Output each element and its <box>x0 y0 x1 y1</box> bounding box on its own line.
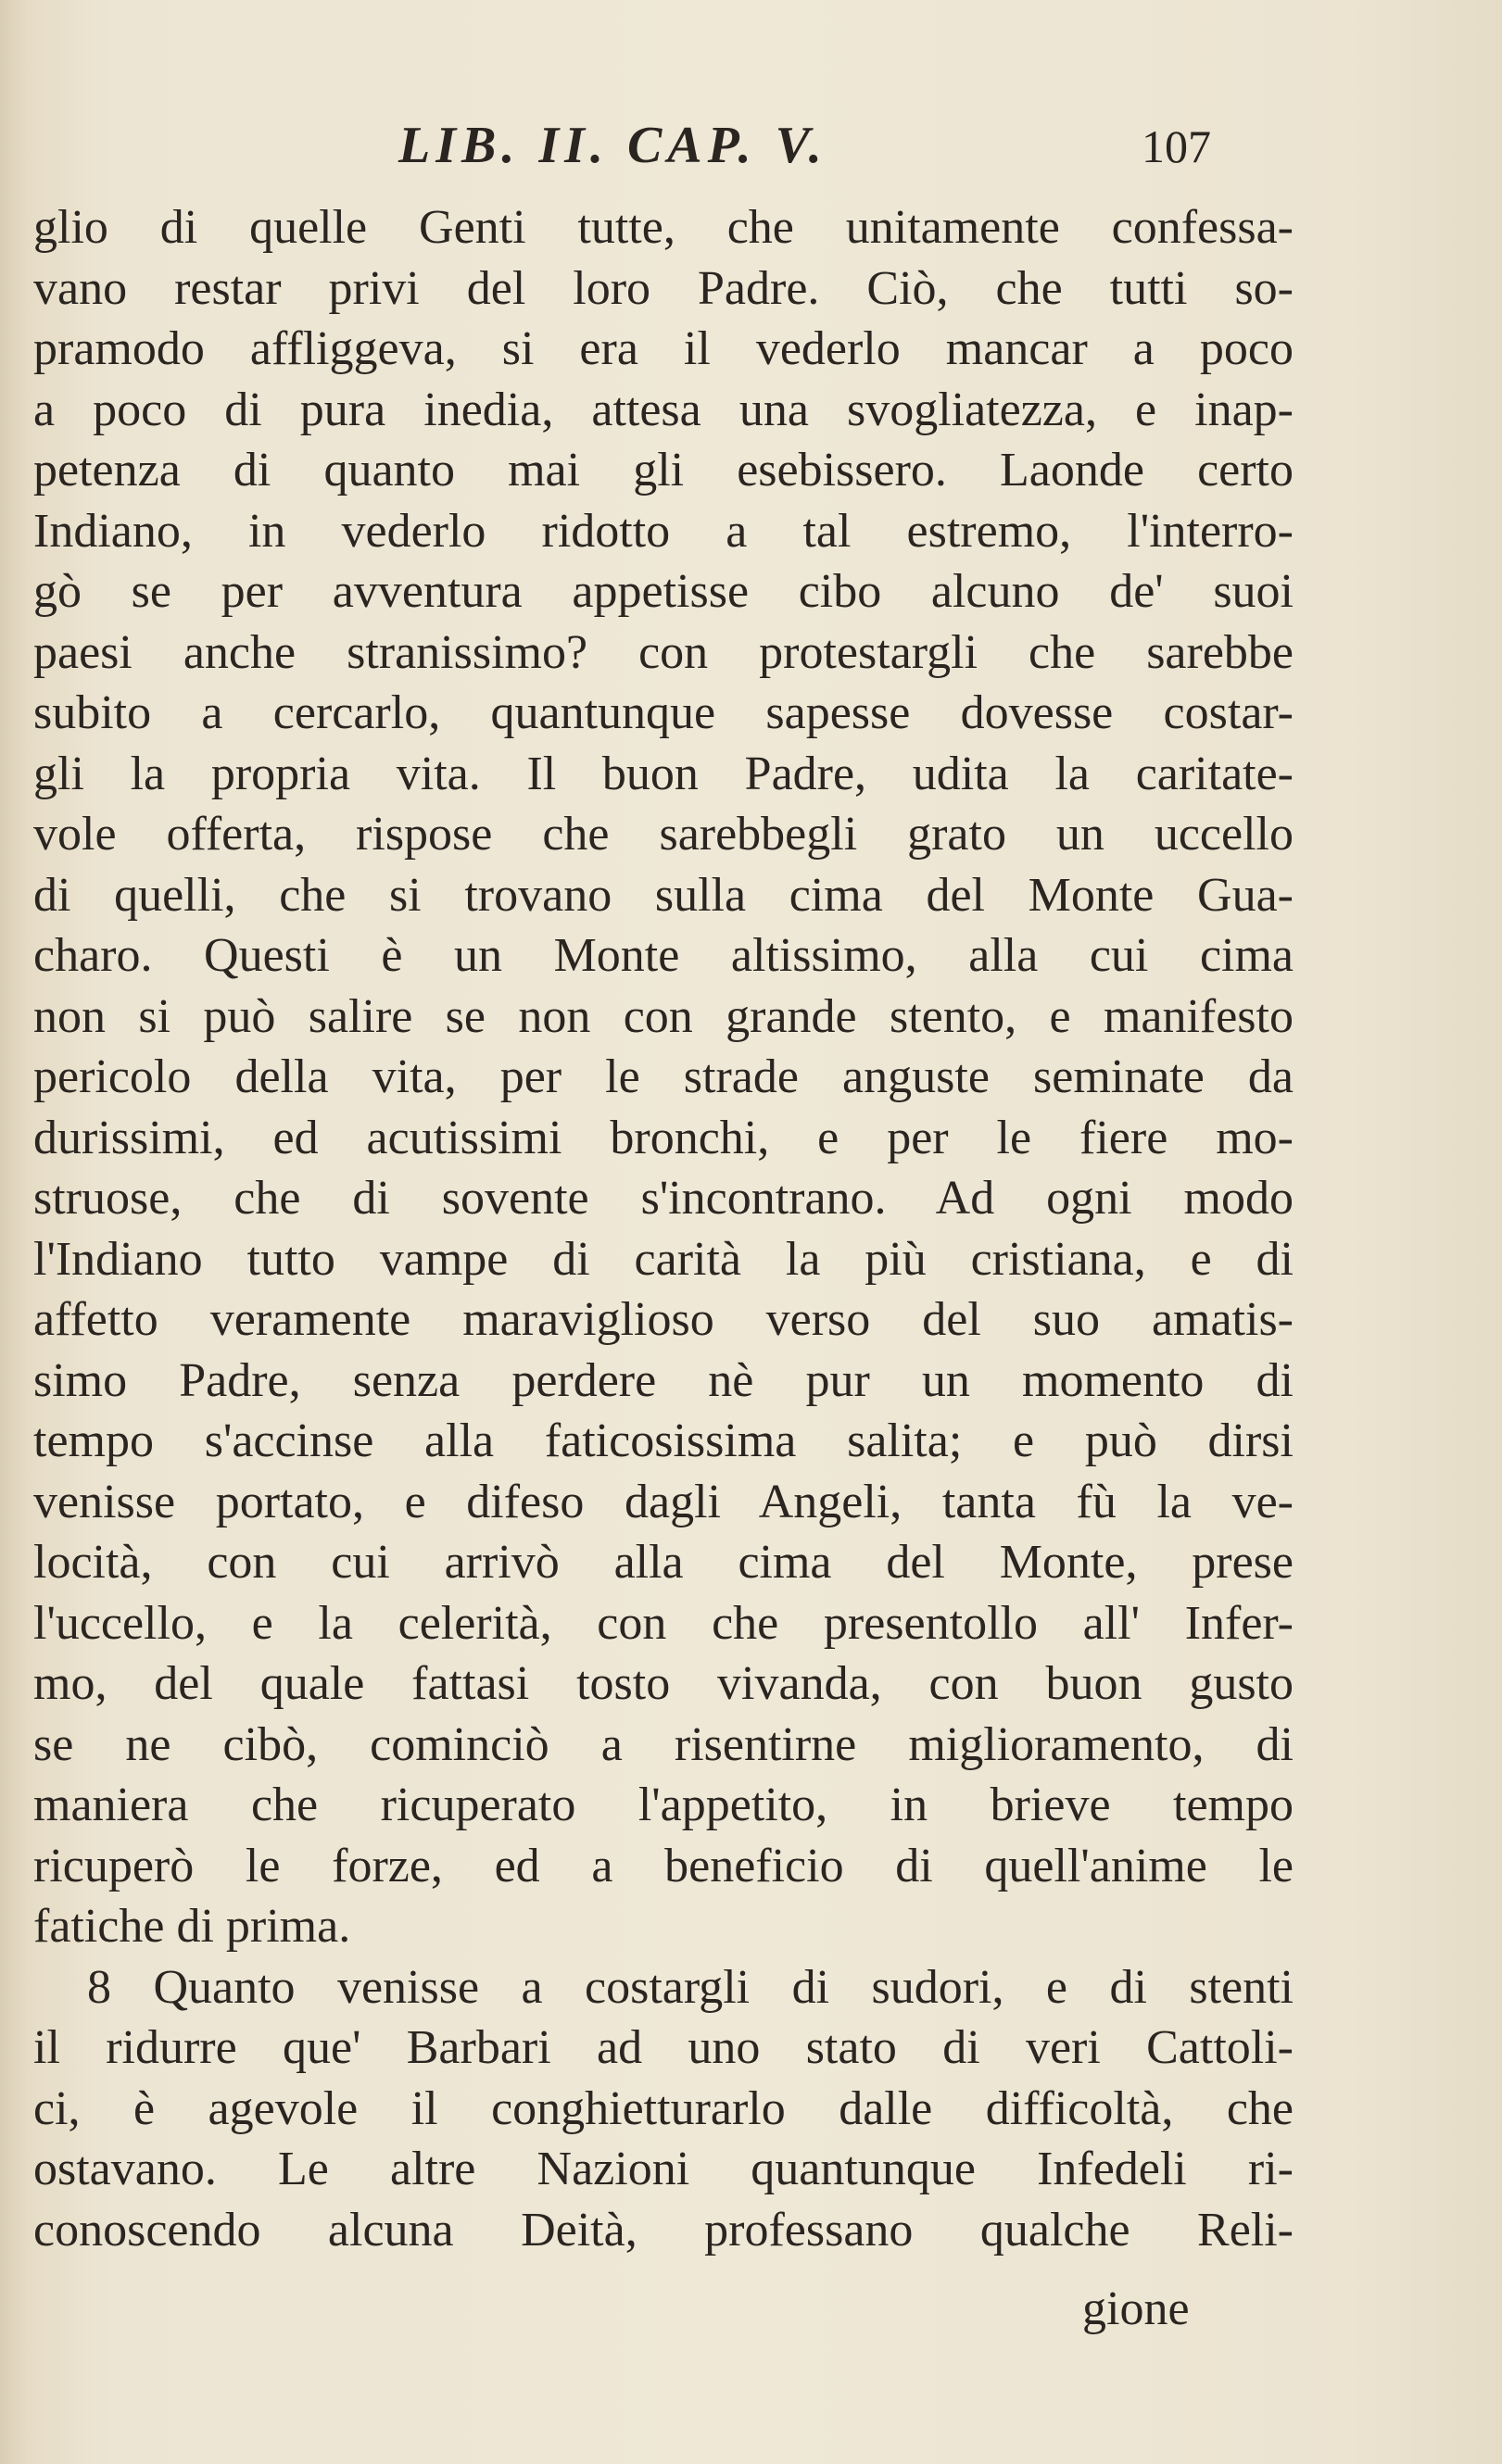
text-line: l'uccello, e la celerità, con che presentollo all' Infer- <box>33 1596 1294 1650</box>
text-line: di quelli, che si trovano sulla cima del Monte Gua- <box>33 868 1294 922</box>
text-line: pramodo affliggeva, si era il vederlo mancar a poco <box>33 322 1294 375</box>
text-line: glio di quelle Genti tutte, che unitamente confessa- <box>33 201 1294 254</box>
text-line: venisse portato, e difeso dagli Angeli, tanta fù la ve- <box>33 1475 1294 1528</box>
page-number: 107 <box>1142 120 1211 172</box>
text-line: affetto veramente maraviglioso verso del suo amatis- <box>33 1293 1294 1346</box>
text-line: maniera che ricuperato l'appetito, in brieve tempo <box>33 1779 1294 1831</box>
text-line: paesi anche stranissimo? con protestargli che sarebbe <box>33 625 1294 679</box>
text-line: struose, che di sovente s'incontrano. Ad ogni modo <box>33 1172 1294 1225</box>
catchword: gione <box>1082 2282 1190 2335</box>
text-line: tempo s'accinse alla faticosissima salita; e può dirsi <box>33 1414 1294 1467</box>
page-body-text <box>33 197 1294 2260</box>
text-line: petenza di quanto mai gli esebissero. Laonde certo <box>33 444 1294 497</box>
text-line: conoscendo alcuna Deità, professano qualche Reli- <box>33 2203 1294 2257</box>
text-line: gò se per avventura appetisse cibo alcuno de' suoi <box>33 565 1294 618</box>
text-line: durissimi, ed acutissimi bronchi, e per le fiere mo- <box>33 1111 1294 1164</box>
text-line: vano restar privi del loro Padre. Ciò, che tutti so- <box>33 261 1294 315</box>
text-line: ricuperò le forze, ed a beneficio di quell'anime le <box>33 1839 1294 1892</box>
text-line: subito a cercarlo, quantunque sapesse dovesse costar- <box>33 686 1294 739</box>
text-line: gli la propria vita. Il buon Padre, udita la caritate- <box>33 747 1294 800</box>
text-line: Indiano, in vederlo ridotto a tal estremo, l'interro- <box>33 504 1294 558</box>
text-line: a poco di pura inedia, attesa una svogliatezza, e inap- <box>33 383 1294 436</box>
text-line: simo Padre, senza perdere nè pur un momento di <box>33 1353 1294 1407</box>
text-line: 8 Quanto venisse a costargli di sudori, e di stenti <box>87 1960 1294 2014</box>
text-line: pericolo della vita, per le strade anguste seminate da <box>33 1050 1294 1103</box>
text-line: charo. Questi è un Monte altissimo, alla cui cima <box>33 929 1294 982</box>
text-line: vole offerta, rispose che sarebbegli grato un uccello <box>33 808 1294 861</box>
text-line: se ne cibò, cominciò a risentirne miglioramento, di <box>33 1717 1294 1771</box>
text-line: fatiche di prima. <box>33 1900 351 1953</box>
running-title: LIB. II. CAP. V. <box>398 117 827 174</box>
text-line: mo, del quale fattasi tosto vivanda, con buon gusto <box>33 1657 1294 1710</box>
text-line: non si può salire se non con grande stento, e manifesto <box>33 989 1294 1043</box>
text-line: locità, con cui arrivò alla cima del Monte, prese <box>33 1536 1294 1589</box>
running-header <box>0 115 1502 180</box>
text-line: il ridurre que' Barbari ad uno stato di veri Cattoli- <box>33 2021 1294 2074</box>
text-line: l'Indiano tutto vampe di carità la più cristiana, e di <box>33 1232 1294 1286</box>
text-line: ostavano. Le altre Nazioni quantunque Infedeli ri- <box>33 2143 1294 2195</box>
text-line: ci, è agevole il conghietturarlo dalle difficoltà, che <box>33 2081 1294 2135</box>
